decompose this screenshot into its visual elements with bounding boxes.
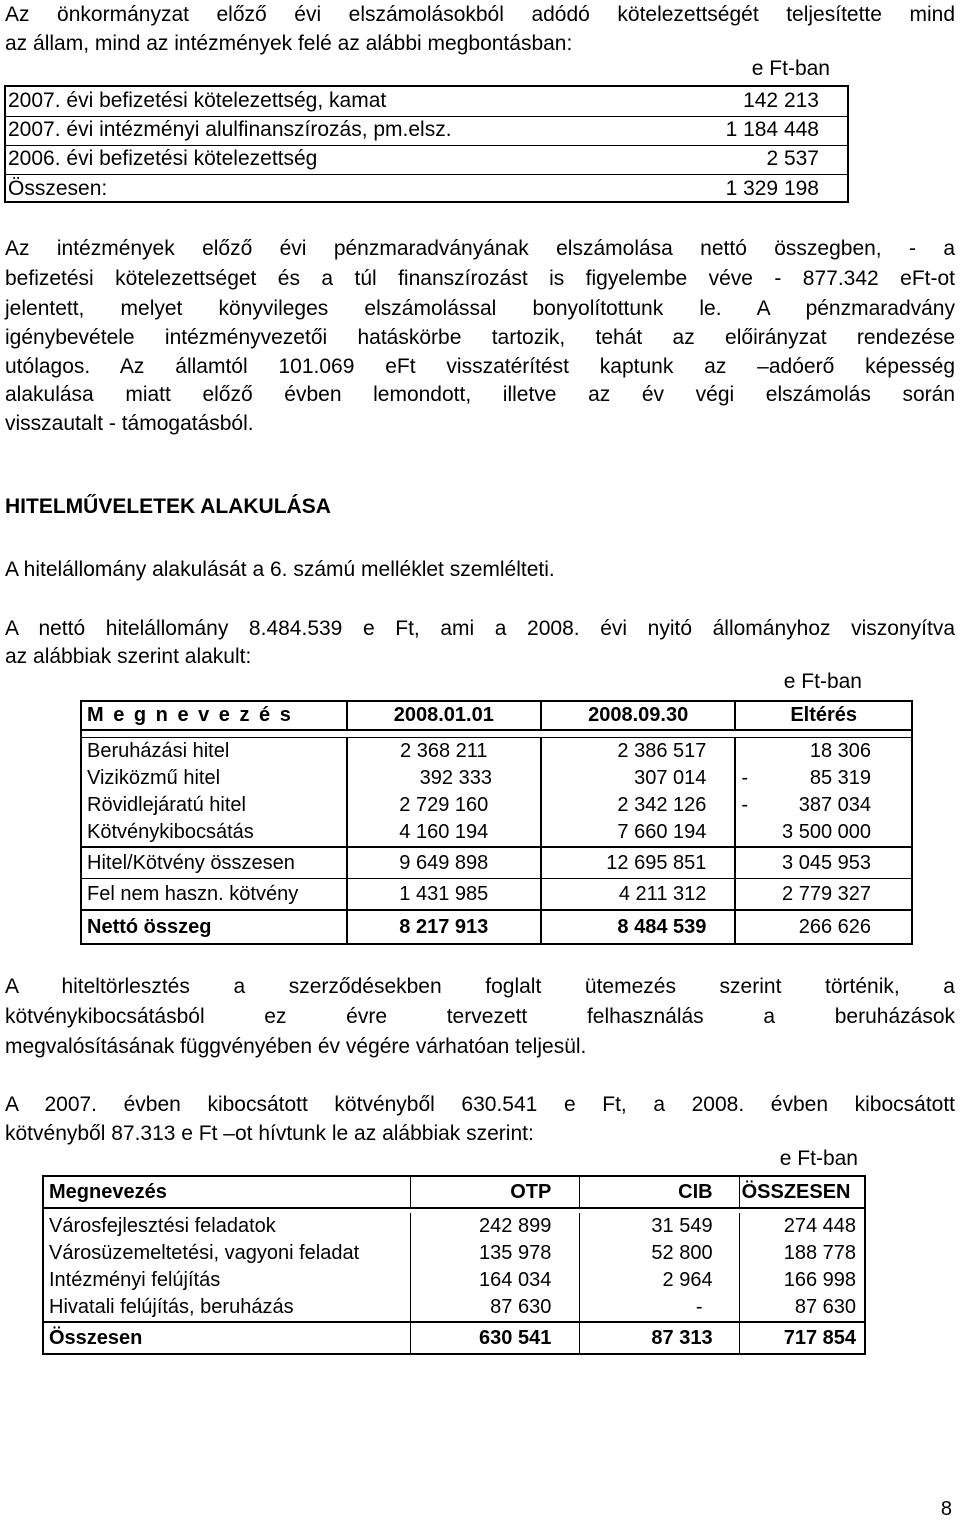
col-header: M e g n e v e z é s	[81, 701, 347, 730]
cell: 87 630	[411, 1294, 580, 1322]
para2: A hitelállomány alakulását a 6. számú melléklet szemlélteti.	[5, 558, 555, 581]
col-header: Eltérés	[790, 704, 858, 726]
para4-line: megvalósításának függvényében év végére várhatóan teljesül.	[5, 1035, 587, 1058]
cell: 9 649 898	[347, 847, 541, 879]
table-row	[43, 1294, 865, 1322]
cell: 87 630	[794, 1296, 856, 1318]
loan-table	[80, 700, 913, 945]
intro-line-1: Az önkormányzat előző évi elszámolásokból adódó kötelezettségét teljesítette mind	[5, 3, 955, 26]
row-label: Kötvénykibocsátás	[81, 819, 347, 847]
cell: 630 541	[411, 1322, 580, 1354]
cell: 307 014	[541, 765, 735, 792]
row-label: Fel nem haszn. kötvény	[81, 879, 347, 911]
col-header: 2008.01.01	[347, 701, 541, 730]
row-label: Hivatali felújítás, beruházás	[43, 1294, 411, 1322]
sign: -	[741, 767, 749, 789]
cell: 4 211 312	[541, 879, 735, 911]
para3-line: az alábbiak szerint alakult:	[5, 645, 252, 668]
cell: 12 695 851	[541, 847, 735, 879]
para1-line: befizetési kötelezettséget és a túl finanszírozást is figyelembe véve - 877.342 eFt-ot	[5, 267, 955, 290]
cell: 87 313	[580, 1322, 739, 1354]
cell: 135 978	[411, 1240, 580, 1267]
cell: 2 368 211	[347, 738, 541, 766]
cell: 2 729 160	[347, 792, 541, 819]
para1-line: Az intézmények előző évi pénzmaradványának elszámolása nettó összegben, - a	[5, 237, 955, 260]
cell: - 85 319	[735, 765, 912, 792]
cell: 1 431 985	[347, 879, 541, 911]
row-value: 1 329 198	[725, 177, 819, 200]
cell: 2 964	[580, 1267, 739, 1294]
row-value: 142 213	[743, 89, 819, 112]
row-label: Nettó összeg	[81, 910, 347, 944]
cell: 18 306	[809, 740, 871, 762]
cell: 52 800	[580, 1240, 739, 1267]
row-label: 2007. évi intézményi alulfinanszírozás, pm.elsz.	[8, 118, 452, 141]
table-row	[81, 738, 912, 766]
table-total-row	[43, 1322, 865, 1354]
row-label: Összesen	[43, 1322, 411, 1354]
cell: 4 160 194	[347, 819, 541, 847]
cell: 274 448	[783, 1215, 856, 1237]
bond-table	[42, 1175, 866, 1355]
para1-line: visszautalt - támogatásból.	[5, 412, 254, 435]
cell: 7 660 194	[541, 819, 735, 847]
para1-line: jelentett, melyet könyvileges elszámolással bonyolítottunk le. A pénzmaradvány	[5, 297, 955, 320]
cell: 188 778	[783, 1242, 856, 1264]
para1-line: alakulása miatt előző évben lemondott, illetve az év végi elszámolás során	[5, 383, 955, 406]
cell: 164 034	[411, 1267, 580, 1294]
cell: -	[580, 1294, 739, 1322]
cell: - 387 034	[735, 792, 912, 819]
col-header: Megnevezés	[43, 1176, 411, 1208]
row-label: 2007. évi befizetési kötelezettség, kamat	[8, 89, 387, 112]
para1-line: utólagos. Az államtól 101.069 eFt visszatérítést kaptunk az –adóerő képesség	[5, 355, 955, 378]
unit-label-1: e Ft-ban	[751, 57, 830, 80]
intro-line-2: az állam, mind az intézmények felé az alábbi megbontásban:	[5, 32, 573, 55]
row-label: Rövidlejáratú hitel	[81, 792, 347, 819]
table-row	[6, 116, 847, 146]
table-row	[43, 1213, 865, 1240]
table-row	[6, 145, 847, 175]
row-value: 2 537	[766, 147, 819, 170]
col-header: CIB	[580, 1176, 739, 1208]
table-header-row	[81, 701, 912, 730]
table-row	[43, 1240, 865, 1267]
cell: 392 333	[347, 765, 541, 792]
cell: 3 500 000	[782, 821, 871, 843]
para5-line: A 2007. évben kibocsátott kötvényből 630.541 e Ft, a 2008. évben kibocsátott	[5, 1093, 955, 1116]
cell: 2 386 517	[541, 738, 735, 766]
para4-line: A hiteltörlesztés a szerződésekben foglalt ütemezés szerint történik, a	[5, 975, 955, 998]
col-header: OTP	[411, 1176, 580, 1208]
table-row	[6, 87, 847, 117]
unit-label-2: e Ft-ban	[783, 670, 862, 693]
cell: 3 045 953	[782, 851, 871, 874]
sign: -	[741, 794, 749, 816]
table-header-row	[43, 1176, 865, 1208]
page-number: 8	[940, 1498, 952, 1520]
cell: 242 899	[411, 1213, 580, 1240]
col-header: ÖSSZESEN	[741, 1180, 851, 1203]
row-label: 2006. évi befizetési kötelezettség	[8, 147, 318, 170]
unit-label-3: e Ft-ban	[779, 1147, 858, 1170]
para4-line: kötvénykibocsátásból ez évre tervezett felhasználás a beruházások	[5, 1005, 955, 1028]
cell: 266 626	[798, 915, 871, 938]
table-row	[43, 1267, 865, 1294]
row-label: Összesen:	[8, 177, 108, 200]
cell: 2 342 126	[541, 792, 735, 819]
cell: 31 549	[580, 1213, 739, 1240]
settlement-table	[4, 85, 849, 203]
row-label: Intézményi felújítás	[43, 1267, 411, 1294]
cell: 166 998	[783, 1269, 856, 1291]
section-heading: HITELMŰVELETEK ALAKULÁSA	[5, 495, 331, 518]
table-row	[81, 792, 912, 819]
para1-line: igénybevétele intézményvezetői hatáskörbe tartozik, tehát az előirányzat rendezése	[5, 326, 955, 349]
cell: 2 779 327	[782, 882, 871, 905]
col-header: 2008.09.30	[541, 701, 735, 730]
table-row	[81, 879, 912, 911]
row-label: Beruházási hitel	[81, 738, 347, 766]
row-label: Hitel/Kötvény összesen	[81, 847, 347, 879]
table-total-row	[6, 174, 847, 201]
cell: 8 484 539	[541, 910, 735, 944]
cell: 717 854	[783, 1326, 856, 1349]
row-value: 1 184 448	[725, 118, 819, 141]
para3-line: A nettó hitelállomány 8.484.539 e Ft, ami a 2008. évi nyitó állományhoz viszonyítva	[5, 617, 955, 640]
table-row	[81, 819, 912, 847]
table-row	[81, 765, 912, 792]
row-label: Viziközmű hitel	[81, 765, 347, 792]
table-row	[81, 847, 912, 879]
para5-line: kötvényből 87.313 e Ft –ot hívtunk le az alábbiak szerint:	[5, 1122, 534, 1145]
row-label: Városüzemeltetési, vagyoni feladat	[43, 1240, 411, 1267]
table-total-row	[81, 910, 912, 944]
row-label: Városfejlesztési feladatok	[43, 1213, 411, 1240]
cell: 8 217 913	[347, 910, 541, 944]
